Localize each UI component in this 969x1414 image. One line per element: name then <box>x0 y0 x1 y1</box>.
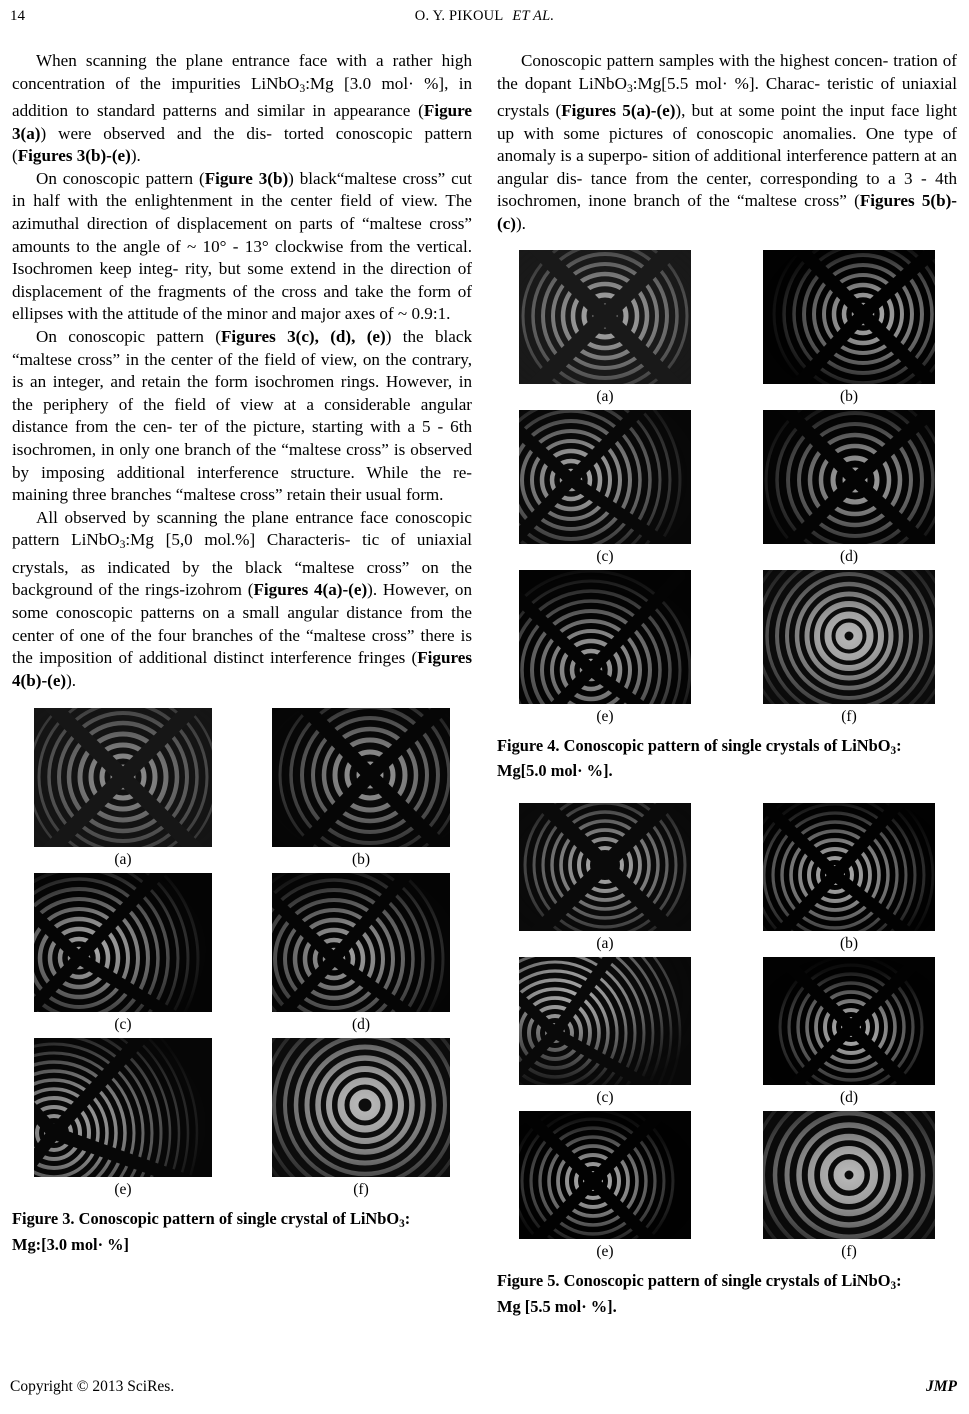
paragraph-l4: All observed by scanning the plane entrance face conoscopic pattern LiNbO$_3$:Mg [5,0 mol.%] Characteris- tic of uniaxial crystals, as indicated by the black “maltese cross” on the background of the rings-izohrom (Figures 4(a)-(e)). However, on some conoscopic patterns on a small angular distance from the center of one of the four branches of the “maltese cross” there is the imposition of additional distinct interference fringes (Figures 4(b)-(e)). <box>12 507 472 690</box>
figure-5-label-e: (e) <box>596 1243 614 1261</box>
figure-3-row-3 <box>12 1038 472 1203</box>
figure-4-cell-c <box>519 410 691 570</box>
figure-4-label-c: (c) <box>596 547 614 565</box>
figure-5-cell-c <box>519 957 691 1111</box>
conoscopy-image-4d <box>763 410 935 544</box>
figure-5-panel-b <box>763 803 935 931</box>
left-column <box>12 50 472 1255</box>
conoscopy-image-4b <box>763 250 935 384</box>
figure-3-label-a: (a) <box>114 851 132 869</box>
figure-3-cell-a <box>34 708 212 873</box>
running-head-authors: O. Y. PIKOUL <box>414 8 504 24</box>
conoscopy-image-5b <box>763 803 935 931</box>
figure-3-caption <box>12 1209 472 1255</box>
figure-5-caption-line1: Figure 5. Conoscopic pattern of single crystals of LiNbO <box>497 1271 891 1291</box>
conoscopy-image-4e <box>519 570 691 704</box>
page-footer <box>0 1378 969 1400</box>
figure-5-cell-d <box>763 957 935 1111</box>
figure-4-caption-colon: : <box>896 735 902 755</box>
conoscopy-image-3f <box>272 1038 450 1177</box>
figure-4-caption-line2: Mg[5.0 mol· %]. <box>497 760 613 780</box>
running-head <box>0 8 969 30</box>
figure-4-cell-a <box>519 250 691 410</box>
page-number: 14 <box>10 8 25 24</box>
figure-4-label-b: (b) <box>839 387 859 405</box>
figure-4-panel-d <box>763 410 935 544</box>
figure-5-cell-b <box>763 803 935 957</box>
figure-4-caption-sub: 3 <box>890 744 897 757</box>
conoscopy-image-5c <box>519 957 691 1085</box>
figure-4-label-d: (d) <box>839 547 859 565</box>
figure-5-caption <box>497 1271 957 1317</box>
journal-abbreviation: JMP <box>926 1378 957 1395</box>
figure-3-panel-d <box>272 873 450 1012</box>
figure-4-block <box>497 250 957 782</box>
conoscopy-image-4c <box>519 410 691 544</box>
figure-3-row-1 <box>12 708 472 873</box>
figure-5-label-c: (c) <box>596 1089 614 1107</box>
figure-5-panel-a <box>519 803 691 931</box>
figure-4-panel-e <box>519 570 691 704</box>
figure-5-caption-line2: Mg [5.5 mol· %]. <box>497 1296 617 1316</box>
conoscopy-image-3c <box>34 873 212 1012</box>
figure-5-row-3 <box>497 1111 957 1265</box>
figure-5-panel-e <box>519 1111 691 1239</box>
figure-3-label-d: (d) <box>351 1016 371 1034</box>
running-head-etal: ET AL. <box>512 8 555 24</box>
figure-5-label-d: (d) <box>839 1089 859 1107</box>
figure-5-cell-f <box>763 1111 935 1265</box>
figure-5-panel-f <box>763 1111 935 1239</box>
figure-3-label-b: (b) <box>351 851 371 869</box>
figure-3-caption-line2: Mg:[3.0 mol· %] <box>12 1234 129 1254</box>
figure-3-block <box>12 708 472 1255</box>
conoscopy-image-5e <box>519 1111 691 1239</box>
figure-4-row-3 <box>497 570 957 730</box>
figure-3-cell-e <box>34 1038 212 1203</box>
figure-3-caption-colon: : <box>404 1209 411 1229</box>
figure-5-row-1 <box>497 803 957 957</box>
conoscopy-image-5d <box>763 957 935 1085</box>
figure-4-panel-b <box>763 250 935 384</box>
figure-4-caption <box>497 736 957 782</box>
paragraph-l1: When scanning the plane entrance face with a rather high concentration of the impurities LiNbO$_3$:Mg [3.0 mol· %], in addition to standard patterns and similar in appearance (Figure 3(a)) were observed and the dis- torted conoscopic pattern (Figures 3(b)-(e)). <box>12 51 473 166</box>
figure-4-row-2 <box>497 410 957 570</box>
figure-3-panel-f <box>272 1038 450 1177</box>
figure-3-cell-b <box>272 708 450 873</box>
right-column <box>497 50 957 1317</box>
conoscopy-image-5f <box>763 1111 935 1239</box>
figure-4-panel-f <box>763 570 935 704</box>
figure-3-panel-a <box>34 708 212 847</box>
conoscopy-image-3d <box>272 873 450 1012</box>
figure-5-label-f: (f) <box>841 1243 857 1261</box>
figure-3-cell-f <box>272 1038 450 1203</box>
figure-4-row-1 <box>497 250 957 410</box>
figure-3-label-c: (c) <box>114 1016 132 1034</box>
figure-5-caption-sub: 3 <box>890 1280 897 1293</box>
figure-5-cell-a <box>519 803 691 957</box>
figure-4-panel-a <box>519 250 691 384</box>
conoscopy-image-5a <box>519 803 691 931</box>
conoscopy-image-4a <box>519 250 691 384</box>
figure-4-panel-c <box>519 410 691 544</box>
conoscopy-image-4f <box>763 570 935 704</box>
figure-4-label-e: (e) <box>596 707 614 725</box>
figure-3-caption-line1: Figure 3. Conoscopic pattern of single crystal of LiNbO <box>12 1209 400 1229</box>
figure-4-label-f: (f) <box>841 707 857 725</box>
figure-3-panel-c <box>34 873 212 1012</box>
figure-4-cell-d <box>763 410 935 570</box>
figure-5-row-2 <box>497 957 957 1111</box>
figure-5-label-b: (b) <box>839 935 859 953</box>
figure-4-cell-b <box>763 250 935 410</box>
copyright-notice: Copyright © 2013 SciRes. <box>10 1378 175 1395</box>
figure-3-panel-b <box>272 708 450 847</box>
figure-4-cell-f <box>763 570 935 730</box>
conoscopy-image-3a <box>34 708 212 847</box>
paragraph-l2: On conoscopic pattern (Figure 3(b)) black“maltese cross” cut in half with the enlightenment in the center field of view. The azimuthal direction of displacement on parts of “maltese cross” amounts to the angle of ~ 10° - 13° clockwise from the vertical. Isochromen keep integ- rity, but some extend in the direction of displacement of the fragments of the cross and take the form of ellipses with the attitude of the minor and major axes of ~ 0.9:1. <box>12 168 472 324</box>
figure-5-panel-d <box>763 957 935 1085</box>
figure-5-panel-c <box>519 957 691 1085</box>
conoscopy-image-3e <box>34 1038 212 1177</box>
figure-5-label-a: (a) <box>596 935 614 953</box>
figure-4-label-a: (a) <box>596 387 614 405</box>
figure-4-cell-e <box>519 570 691 730</box>
figure-4-caption-line1: Figure 4. Conoscopic pattern of single crystals of LiNbO <box>497 735 891 755</box>
figure-5-cell-e <box>519 1111 691 1265</box>
conoscopy-image-3b <box>272 708 450 847</box>
figure-3-panel-e <box>34 1038 212 1177</box>
figure-3-cell-d <box>272 873 450 1038</box>
running-head-title <box>0 8 969 25</box>
figure-3-caption-sub: 3 <box>399 1218 405 1231</box>
figure-3-label-e: (e) <box>114 1181 132 1199</box>
figure-3-label-f: (f) <box>353 1181 369 1199</box>
figure-3-cell-c <box>34 873 212 1038</box>
figure-3-row-2 <box>12 873 472 1038</box>
paragraph-r1: Conoscopic pattern samples with the highest concen- tration of the dopant LiNbO$_3$:Mg[5.5 mol· %]. Charac- teristic of uniaxial crystals (Figures 5(a)-(e)), but at some point the input face light up with some pictures of conoscopic anomalies. One type of anomaly is a superpo- sition of additional interference pattern at an angular dis- tance from the center, corresponding to a 3 - 4th isochromen, inone branch of the “maltese cross” (Figures 5(b)-(c)). <box>497 51 958 234</box>
paragraph-l3: On conoscopic pattern (Figures 3(c), (d), (e)) the black “maltese cross” in the center of the field of view, on the contrary, is an integer, and retain the form isochromen rings. However, in the periphery of the field of view at a considerable angular distance from the cen- ter of the picture, starting with a 5 - 6th isochromen, in only one branch of the “maltese cross” is observed by imposing additional interference structure. While the re- maining three branches “maltese cross” retain their usual form. <box>12 327 473 505</box>
figure-5-block <box>497 803 957 1317</box>
figure-5-caption-colon: : <box>896 1271 902 1291</box>
